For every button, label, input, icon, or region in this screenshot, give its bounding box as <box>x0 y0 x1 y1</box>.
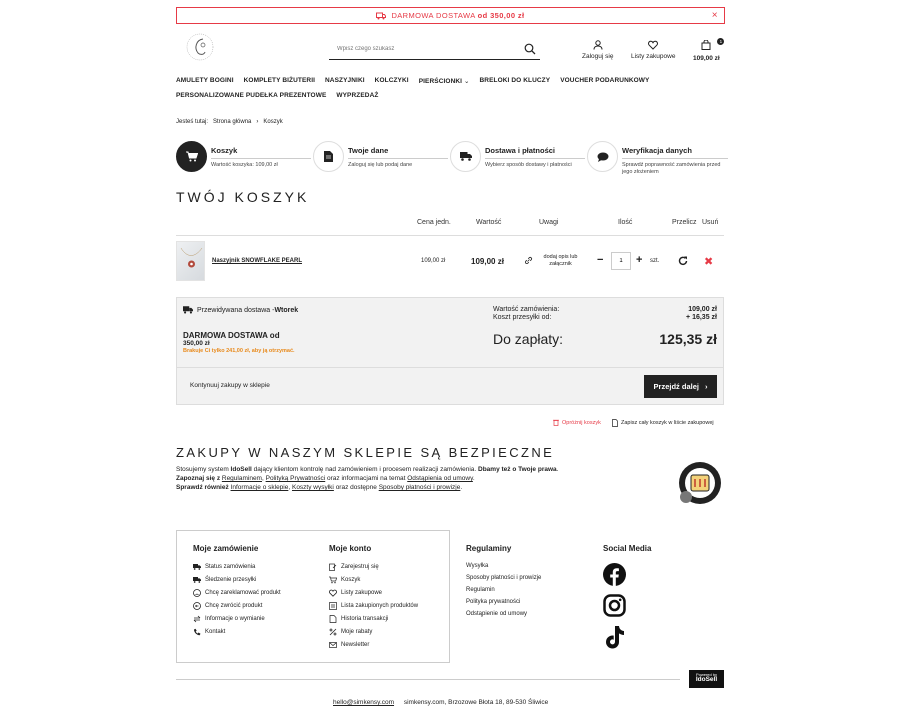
continue-shopping-link[interactable]: Kontynuuj zakupy w sklepie <box>190 382 270 389</box>
payment-methods-link[interactable]: Sposoby płatności i prowizje <box>378 484 461 491</box>
cart-button[interactable] <box>693 39 723 62</box>
quantity-input[interactable] <box>611 252 631 270</box>
safe-text-line1 <box>176 466 558 473</box>
nav-item[interactable]: KOLCZYKI <box>374 77 409 84</box>
product-unit-price: 109,00 zł <box>421 258 446 264</box>
powered-by-idosell-badge[interactable] <box>676 461 723 508</box>
footer-link-shipping[interactable]: Wysyłka <box>466 563 489 569</box>
cart-total: 109,00 zł <box>693 55 720 62</box>
step-subtitle: Sprawdź poprawność zamówienia przed jego złożeniem <box>622 162 721 175</box>
step-verification <box>587 141 728 176</box>
main-nav <box>176 77 649 85</box>
terms-link[interactable]: Regulaminem <box>221 475 262 482</box>
withdrawal-link[interactable]: Odstąpienia od umowy <box>407 475 473 482</box>
powered-big: IdoSell <box>695 676 718 683</box>
proceed-label: Przejdź dalej <box>653 382 699 391</box>
chat-icon <box>587 141 618 172</box>
nav-item[interactable]: WYPRZEDAŻ <box>336 92 379 99</box>
footer-link-purchased[interactable] <box>329 602 418 610</box>
text: oraz informacjami na temat <box>325 475 408 482</box>
link-label: Newsletter <box>341 641 370 648</box>
footer-heading: Regulaminy <box>466 544 512 553</box>
privacy-link[interactable]: Polityką Prywatności <box>265 475 326 482</box>
link-label: Moje rabaty <box>341 628 373 635</box>
product-name[interactable]: Naszyjnik SNOWFLAKE PEARL <box>212 258 303 264</box>
footer-link-order-status[interactable] <box>193 563 281 571</box>
free-shipping-missing: Brakuje Ci tylko 241,00 zł, aby ją otrzymać. <box>183 348 295 354</box>
safe-shopping-title: ZAKUPY W NASZYM SKLEPIE SĄ BEZPIECZNE <box>176 445 555 460</box>
text: Stosujemy system <box>176 466 231 473</box>
document-icon <box>313 141 344 172</box>
frown-icon <box>193 589 201 597</box>
document-icon <box>612 419 618 427</box>
search-icon[interactable] <box>524 43 536 55</box>
add-note-button[interactable] <box>524 254 584 267</box>
trash-icon <box>553 419 559 426</box>
list-icon <box>329 602 337 610</box>
text: Zapoznaj się z <box>176 475 222 482</box>
divider <box>176 679 680 680</box>
footer-link-privacy[interactable]: Polityka prywatności <box>466 599 521 605</box>
step-title: Koszyk <box>211 146 311 159</box>
link-label: Koszyk <box>341 576 361 583</box>
expected-delivery <box>183 306 298 314</box>
footer-link-history[interactable] <box>329 615 418 623</box>
footer-account <box>329 544 418 649</box>
footer-link-complaint[interactable] <box>193 589 281 597</box>
safe-text-line3 <box>176 484 462 491</box>
col-price: Cena jedn. <box>417 219 451 226</box>
footer-link-register[interactable] <box>329 563 418 571</box>
delivery-day: Wtorek <box>274 306 299 314</box>
shop-address: simkensy.com, Brzozowe Błota 18, 89-530 Śliwice <box>403 699 549 706</box>
step-delivery <box>450 141 585 172</box>
order-value-label: Wartość zamówienia: <box>493 306 560 313</box>
nav-item[interactable]: KOMPLETY BIŻUTERII <box>243 77 316 84</box>
user-icon <box>593 40 603 50</box>
link-label: Listy zakupowe <box>341 589 383 596</box>
step-subtitle: Wybierz sposób dostawy i płatności <box>485 162 572 168</box>
col-value: Wartość <box>476 219 502 226</box>
product-image[interactable] <box>176 241 205 281</box>
product-value: 109,00 zł <box>471 257 504 266</box>
link-label: Śledzenie przesyłki <box>205 576 257 583</box>
nav-item[interactable]: AMULETY BOGINI <box>176 77 234 84</box>
chevron-right-icon: › <box>256 119 259 125</box>
clear-cart-button[interactable] <box>553 419 601 426</box>
add-note-label: dodaj opis lub załącznik <box>543 254 578 267</box>
cart-icon <box>176 141 207 172</box>
text: . <box>556 466 559 473</box>
cart-count-badge: 1 <box>717 38 724 45</box>
chevron-right-icon: › <box>704 382 708 391</box>
page-title: TWÓJ KOSZYK <box>176 189 310 205</box>
step-subtitle: Wartość koszyka: 109,00 zł <box>211 162 278 168</box>
link-label: Kontakt <box>205 628 226 635</box>
breadcrumb <box>176 119 283 125</box>
free-shipping-amount: 350,00 zł <box>183 340 210 347</box>
text: IdoSell <box>230 466 252 473</box>
search-bar <box>329 40 540 60</box>
bag-icon <box>701 40 711 50</box>
safe-text-line2 <box>176 475 475 482</box>
footer-orders <box>193 544 281 636</box>
refresh-icon[interactable] <box>678 256 688 266</box>
login-button[interactable] <box>582 40 613 60</box>
footer-link-discounts[interactable] <box>329 628 418 636</box>
breadcrumb-home[interactable]: Strona główna <box>213 119 252 125</box>
text: , <box>288 484 292 491</box>
footer-heading: Moje konto <box>329 544 372 553</box>
footer-link-contact[interactable] <box>193 628 281 636</box>
to-pay-value: 125,35 zł <box>659 331 717 347</box>
link-label: Zarejestruj się <box>341 563 379 570</box>
nav-item-rings[interactable] <box>419 77 470 85</box>
truck-icon <box>450 141 481 172</box>
col-recalc: Przelicz <box>672 219 697 226</box>
banner-text: DARMOWA DOSTAWA <box>391 11 476 20</box>
main-nav-row2 <box>176 92 378 99</box>
shipping-label: Koszt przesyłki od: <box>493 314 552 321</box>
footer-contact <box>333 699 548 706</box>
free-shipping-title: DARMOWA DOSTAWA od <box>183 331 280 340</box>
footer-link-return[interactable] <box>193 602 281 610</box>
footer-link-cart[interactable] <box>329 576 418 584</box>
return-icon <box>193 602 201 610</box>
col-remove: Usuń <box>702 219 719 226</box>
powered-by-idosell-logo[interactable] <box>689 670 724 688</box>
truck-icon <box>183 306 193 314</box>
wishlist-button[interactable] <box>631 40 675 60</box>
nav-item[interactable]: PERSONALIZOWANE PUDEŁKA PREZENTOWE <box>176 92 327 99</box>
cart-icon <box>329 576 337 584</box>
footer-link-payments[interactable]: Sposoby płatności i prowizje <box>466 575 542 581</box>
order-value: 109,00 zł <box>688 306 717 313</box>
col-qty: Ilość <box>618 219 633 226</box>
link-label: Historia transakcji <box>341 615 389 622</box>
step-title: Twoje dane <box>348 146 448 159</box>
save-to-list-label: Zapisz cały koszyk w liście zakupowej <box>621 420 714 426</box>
shipping-value: + 16,35 zł <box>686 314 717 321</box>
footer-rules <box>466 544 541 617</box>
text: oraz dostępne <box>333 484 379 491</box>
footer-social <box>603 544 651 650</box>
breadcrumb-prefix: Jesteś tutaj: <box>176 119 209 125</box>
percent-icon <box>329 628 337 636</box>
qty-increase-button[interactable]: + <box>636 254 643 266</box>
qty-unit: szt. <box>650 258 660 264</box>
footer-link-withdrawal[interactable]: Odstąpienie od umowy <box>466 611 528 617</box>
facebook-icon[interactable] <box>603 563 626 586</box>
footer-link-terms[interactable]: Regulamin <box>466 587 495 593</box>
footer-link-newsletter[interactable] <box>329 641 418 649</box>
to-pay-label: Do zapłaty: <box>493 331 564 347</box>
logo[interactable] <box>183 30 217 66</box>
free-shipping-banner <box>176 7 725 24</box>
exchange-icon <box>193 615 201 623</box>
divider <box>176 367 724 368</box>
nav-item[interactable]: VOUCHER PODARUNKOWY <box>560 77 650 84</box>
link-label: Chcę zareklamować produkt <box>205 589 281 596</box>
close-icon[interactable]: × <box>711 10 718 21</box>
tiktok-icon[interactable] <box>603 625 626 650</box>
nav-item[interactable]: NASZYJNIKI <box>325 77 365 84</box>
link-label: Lista zakupionych produktów <box>341 602 419 609</box>
clear-cart-label: Opróżnij koszyk <box>562 419 601 426</box>
document-icon <box>329 615 337 623</box>
link-label: Status zamówienia <box>205 563 256 570</box>
heart-icon <box>648 40 658 50</box>
text: , <box>261 475 266 482</box>
link-icon <box>524 256 533 265</box>
shop-info-link[interactable]: Informacje o sklepie <box>230 484 289 491</box>
footer-link-wishlists[interactable] <box>329 589 418 597</box>
shipping-costs-link[interactable]: Koszty wysyłki <box>291 484 334 491</box>
col-notes: Uwagi <box>539 219 559 226</box>
footer-heading: Moje zamówienie <box>193 544 259 553</box>
nav-item-label: PIERŚCIONKI <box>418 78 463 85</box>
truck-icon <box>193 576 201 584</box>
chevron-down-icon: ⌄ <box>463 78 470 85</box>
step-title: Dostawa i płatności <box>485 146 585 159</box>
save-to-list-button[interactable] <box>612 419 714 427</box>
text: Sprawdź również <box>176 484 231 491</box>
text: dający klientom kontrolę nad zamówieniem i procesem realizacji zamówienia. <box>251 466 479 473</box>
divider <box>176 235 724 236</box>
text: Dbamy też o Twoje prawa <box>478 466 557 473</box>
nav-item[interactable]: BRELOKI DO KLUCZY <box>479 77 551 84</box>
delivery-label: Przewidywana dostawa - <box>197 306 275 314</box>
login-label: Zaloguj się <box>582 53 614 60</box>
footer-heading: Social Media <box>603 544 652 553</box>
mail-icon <box>329 641 337 649</box>
text: . <box>472 475 475 482</box>
breadcrumb-current: Koszyk <box>263 119 283 125</box>
truck-icon <box>193 563 201 571</box>
footer-link-exchange[interactable] <box>193 615 281 623</box>
qty-decrease-button[interactable]: − <box>597 254 604 266</box>
register-icon <box>329 563 337 571</box>
phone-icon <box>193 628 201 636</box>
heart-icon <box>329 589 337 597</box>
step-your-data <box>313 141 448 172</box>
powered-small: Powered by <box>695 672 718 677</box>
link-label: Informacje o wymianie <box>205 615 265 622</box>
banner-amount: od 350,00 zł <box>477 11 525 20</box>
text: . <box>460 484 463 491</box>
step-subtitle: Zaloguj się lub podaj dane <box>348 162 413 168</box>
step-title: Weryfikacja danych <box>622 146 728 159</box>
truck-icon <box>376 12 386 20</box>
search-input[interactable] <box>329 40 514 58</box>
link-label: Chcę zwrócić produkt <box>205 602 263 609</box>
instagram-icon[interactable] <box>603 594 626 617</box>
step-cart <box>176 141 311 172</box>
footer-link-tracking[interactable] <box>193 576 281 584</box>
wishlist-label: Listy zakupowe <box>631 53 676 60</box>
remove-item-button[interactable]: ✖ <box>704 256 714 268</box>
email-link[interactable]: hello@simkensy.com <box>333 699 395 706</box>
proceed-button[interactable] <box>644 375 717 398</box>
